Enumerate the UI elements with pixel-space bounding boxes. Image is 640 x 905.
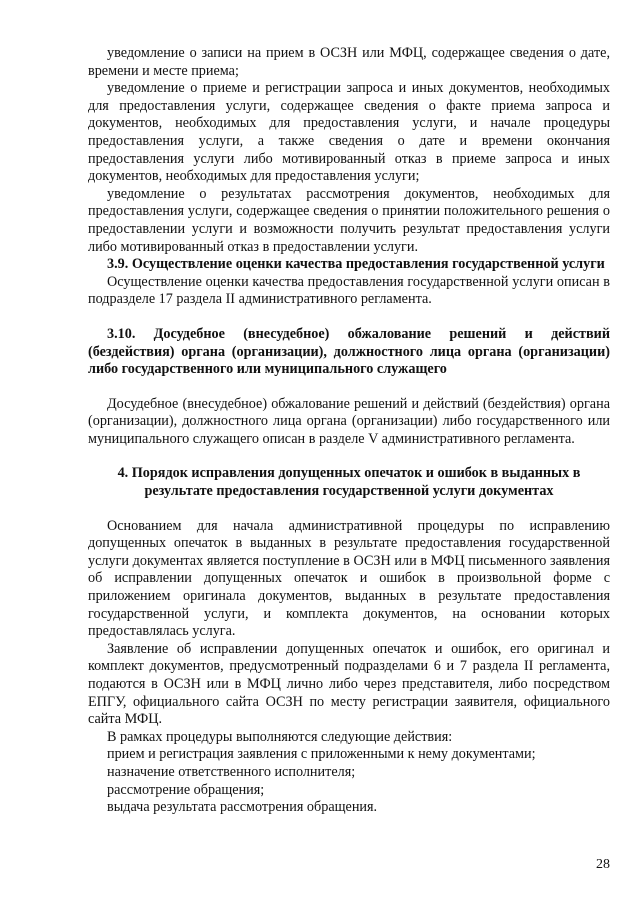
spacer	[88, 448, 610, 465]
paragraph-registration-notice: уведомление о приеме и регистрации запроса и иных документов, необходимых для предоставления услуги, содержащее сведения о факте приема запроса и документов, необходимых для предоставления услуги, и начале процедуры предоставления услуги, а также сведения о дате и времени окончания предоставления услуги либо мотивированный отказ в приеме запроса и иных документов, необходимых для предоставления услуги;	[88, 80, 610, 185]
section-4-list-item: рассмотрение обращения;	[107, 781, 265, 798]
document-body	[88, 45, 610, 817]
section-4-paragraph: Заявление об исправлении допущенных опечаток и ошибок, его оригинал и комплект документов, предусмотренный подразделами 6 и 7 раздела II регламента, подаются в ОСЗН или в МФЦ лично либо через представителя, либо посредством ЕПГУ, официального сайта ОСЗН по месту регистрации заявителя, официального сайта МФЦ.	[88, 640, 610, 728]
page-number: 28	[596, 857, 610, 872]
section-3-9-text: Осуществление оценки качества предоставления государственной услуги описан в подразделе 17 раздела II административного регламента.	[88, 273, 610, 308]
spacer	[88, 379, 610, 396]
section-3-10-heading: 3.10. Досудебное (внесудебное) обжалование решений и действий (бездействия) органа (организации), должностного лица органа (организации) либо государственного или муниципального служащего	[88, 325, 610, 378]
section-4-heading: 4. Порядок исправления допущенных опечаток и ошибок в выданных в результате предоставления государственной услуги документах	[117, 465, 581, 500]
section-4-list-item: выдача результата рассмотрения обращения.	[107, 799, 378, 816]
spacer	[88, 501, 610, 518]
section-3-10-text: Досудебное (внесудебное) обжалование решений и действий (бездействия) органа (организации), должностного лица органа (организации) либо государственного или муниципального служащего описан в разделе V административного регламента.	[88, 395, 610, 447]
section-4-paragraph: Основанием для начала административной процедуры по исправлению допущенных опечаток в выданных в результате предоставления государственной услуги документах является поступление в ОСЗН или в МФЦ письменного заявления об исправлении допущенных опечаток и ошибок в произвольной форме с приложением оригинала документов, выданных в результате предоставления государственной услуги, и комплекта документов, на основании которых предоставлялась услуга.	[88, 517, 610, 640]
section-4-paragraph: В рамках процедуры выполняются следующие действия:	[107, 728, 453, 745]
paragraph-appointment-notice: уведомление о записи на прием в ОСЗН или МФЦ, содержащее сведения о дате, времени и месте приема;	[88, 45, 610, 79]
paragraph-results-notice: уведомление о результатах рассмотрения документов, необходимых для предоставления услуги, содержащее сведения о принятии положительного решения о предоставлении услуги и возможности получить результат предоставления услуги либо мотивированный отказ в предоставлении услуги.	[88, 185, 610, 255]
section-3-9-heading: 3.9. Осуществление оценки качества предоставления государственной услуги	[107, 256, 605, 273]
section-4-list-item: прием и регистрация заявления с приложенными к нему документами;	[107, 746, 536, 763]
spacer	[88, 309, 610, 326]
section-4-list-item: назначение ответственного исполнителя;	[107, 763, 356, 780]
